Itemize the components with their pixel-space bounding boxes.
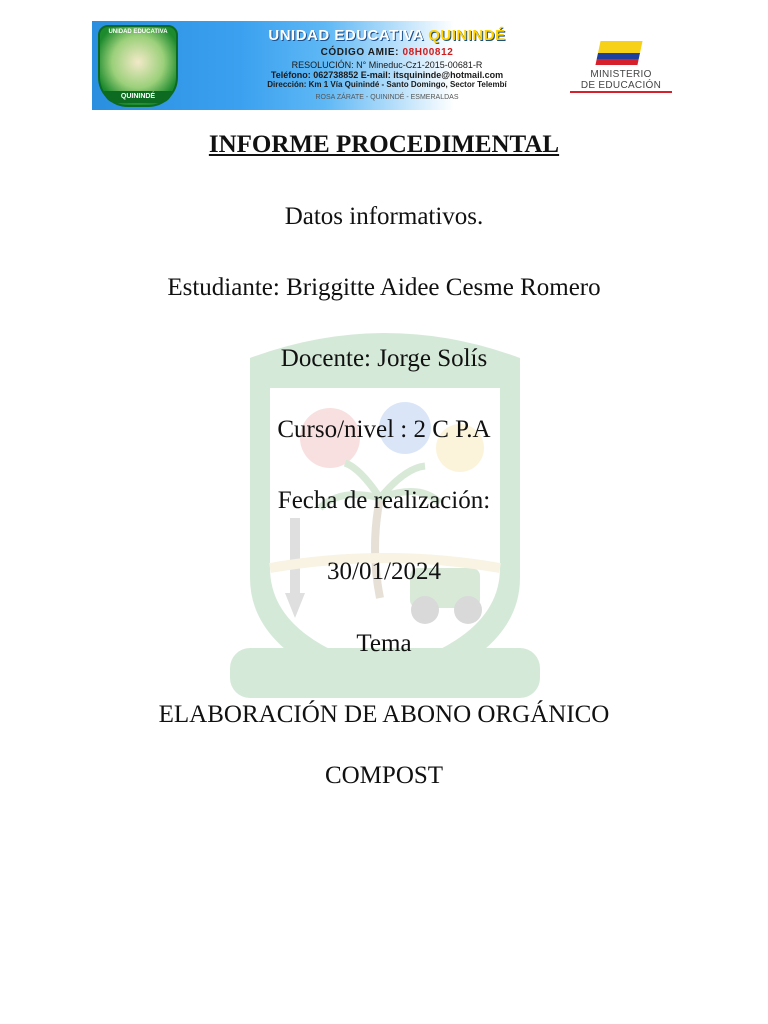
amie-code: 08H00812 (402, 47, 454, 58)
section-heading: Datos informativos. (284, 203, 484, 230)
header-banner (92, 21, 676, 110)
address-line: Dirección: Km 1 Vía Quinindé - Santo Domingo, Sector Telembí (267, 80, 507, 89)
ministry-line1: MINISTERIO (590, 69, 652, 80)
amie-label: CÓDIGO AMIE: (320, 47, 400, 58)
amie-line (192, 48, 582, 58)
ministry-line2: DE EDUCACIÓN (570, 80, 672, 93)
seal-bottom-text: QUININDÉ (104, 91, 172, 103)
document-title: INFORME PROCEDIMENTAL (208, 131, 560, 158)
seal-top-text: UNIDAD EDUCATIVA (108, 29, 168, 35)
date-label: Fecha de realización: (277, 487, 491, 514)
school-name-part1: UNIDAD EDUCATIVA (268, 27, 424, 44)
topic-label: Tema (356, 630, 412, 657)
school-name (192, 27, 582, 44)
contact-line: Teléfono: 062738852 E-mail: itsquininde@hotmail.com (270, 70, 504, 80)
teacher-line: Docente: Jorge Solís (280, 345, 488, 372)
school-name-part2: QUININDÉ (428, 27, 506, 44)
topic-line2: COMPOST (324, 762, 444, 789)
location-line: ROSA ZÁRATE - QUININDÉ - ESMERALDAS (315, 94, 459, 101)
student-line: Estudiante: Briggitte Aidee Cesme Romero (167, 274, 601, 301)
topic-line1: ELABORACIÓN DE ABONO ORGÁNICO (158, 701, 610, 728)
date-value: 30/01/2024 (327, 558, 441, 585)
course-line: Curso/nivel : 2 C P.A (277, 416, 491, 443)
resolution-line: RESOLUCIÓN: N° Mineduc-Cz1-2015-00681-R (291, 60, 483, 70)
ministry-logo (570, 39, 672, 105)
ecuador-flag-icon (595, 41, 642, 65)
school-seal-logo (98, 25, 178, 107)
